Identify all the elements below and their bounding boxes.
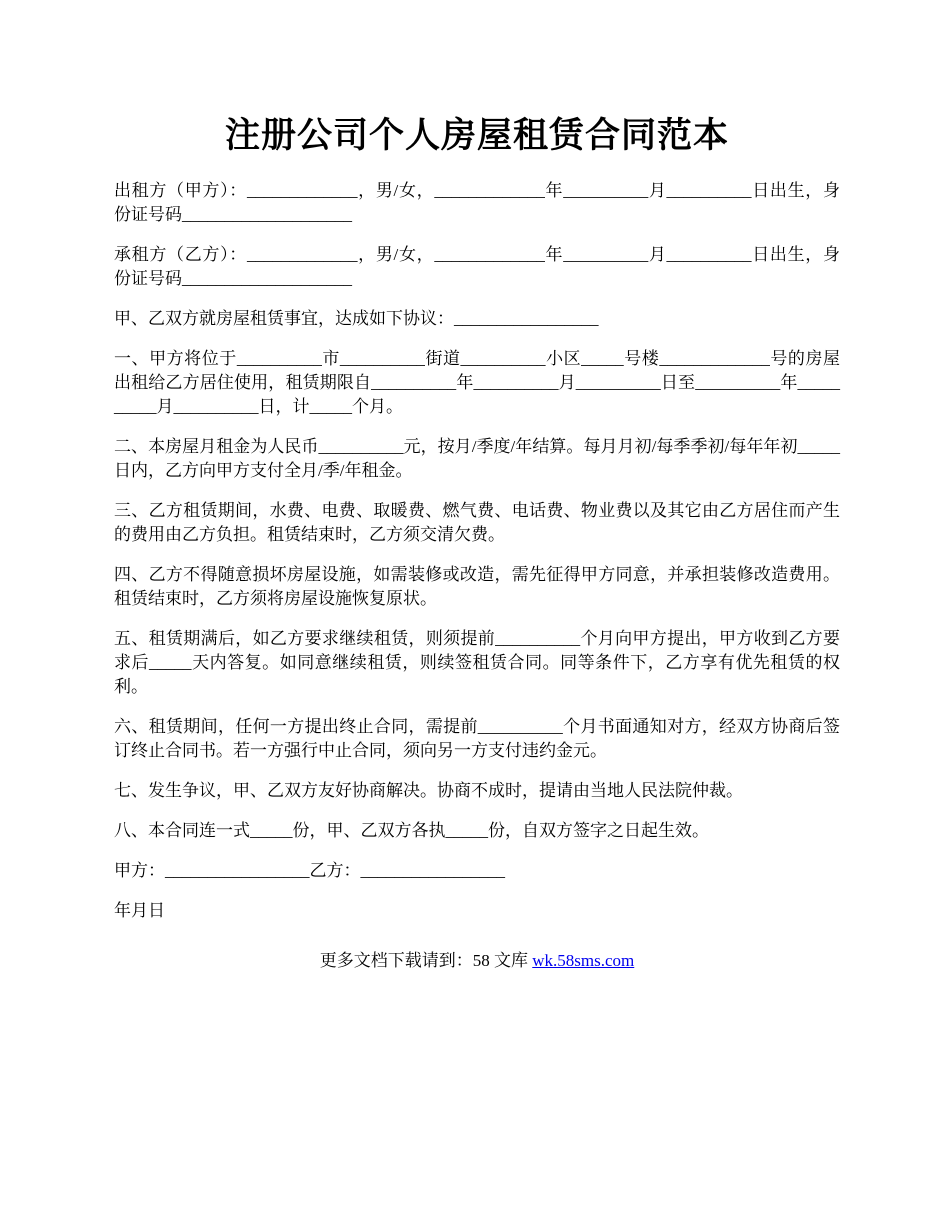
clause-8: 八、本合同连一式_____份，甲、乙双方各执_____份，自双方签字之日起生效。 [114, 821, 709, 840]
agreement-intro: 甲、乙双方就房屋租赁事宜，达成如下协议：_________________ [114, 309, 599, 328]
clause-3: 三、乙方租赁期间，水费、电费、取暖费、燃气费、电话费、物业费以及其它由乙方居住而产生的费用由乙方负担。租赁结束时，乙方须交清欠费。 [114, 501, 840, 544]
clause-7: 七、发生争议，甲、乙双方友好协商解决。协商不成时，提请由当地人民法院仲裁。 [114, 781, 743, 800]
document-page [114, 110, 840, 973]
clause-6: 六、租赁期间，任何一方提出终止合同，需提前__________个月书面通知对方，经双方协商后签订终止合同书。若一方强行中止合同，须向另一方支付违约金元。 [114, 717, 840, 760]
lessee-info: 承租方（乙方）：_____________，男/女，_____________年__________月__________日出生，身份证号码____________________ [114, 245, 840, 288]
document-title: 注册公司个人房屋租赁合同范本 [224, 116, 729, 155]
date-line: 年月日 [114, 901, 165, 920]
footer-link[interactable]: wk.58sms.com [532, 951, 635, 970]
clause-2: 二、本房屋月租金为人民币__________元，按月/季度/年结算。每月月初/每季季初/每年年初_____日内，乙方向甲方支付全月/季/年租金。 [114, 437, 840, 480]
clause-5: 五、租赁期满后，如乙方要求继续租赁，则须提前__________个月向甲方提出，甲方收到乙方要求后_____天内答复。如同意继续租赁，则续签租赁合同。同等条件下，乙方享有优先租赁的权利。 [114, 629, 840, 696]
clause-1: 一、甲方将位于__________市__________街道__________小区_____号楼_____________号的房屋出租给乙方居住使用，租赁期限自__________年__________月__________日至__________年__________月__________日，计_____个月。 [114, 349, 840, 416]
footer-text: 更多文档下载请到：58 文库 [319, 951, 533, 970]
clause-4: 四、乙方不得随意损坏房屋设施，如需装修或改造，需先征得甲方同意，并承担装修改造费用。租赁结束时，乙方须将房屋设施恢复原状。 [114, 565, 840, 608]
signature-line: 甲方：_________________乙方：_________________ [114, 861, 505, 880]
lessor-info: 出租方（甲方）：_____________，男/女，_____________年__________月__________日出生，身份证号码____________________ [114, 181, 840, 224]
footer [114, 949, 840, 973]
